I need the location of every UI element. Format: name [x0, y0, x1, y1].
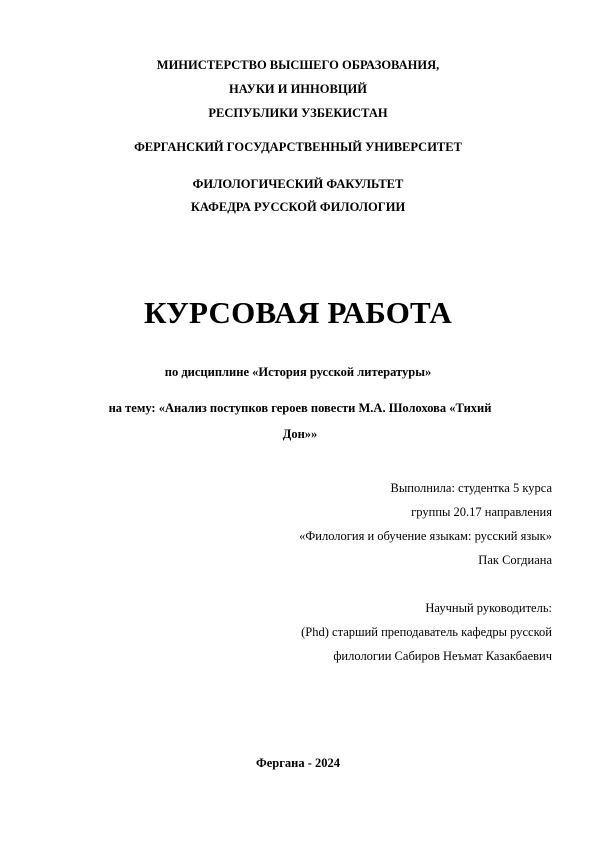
document-title: КУРСОВАЯ РАБОТА	[144, 295, 452, 330]
author-line-1: Выполнила: студентка 5 курса	[390, 481, 552, 495]
university-name: ФЕРГАНСКИЙ ГОСУДАРСТВЕННЫЙ УНИВЕРСИТЕТ	[134, 140, 462, 154]
topic-line-2: Дон»»	[282, 427, 318, 441]
supervisor-line-1: (Phd) старший преподаватель кафедры русской	[301, 625, 552, 639]
supervisor-label: Научный руководитель:	[425, 601, 552, 615]
topic-line-1: на тему: «Анализ поступков героев повести М.А. Шолохова «Тихий	[108, 401, 492, 415]
ministry-line-3: РЕСПУБЛИКИ УЗБЕКИСТАН	[208, 106, 388, 120]
department-name: КАФЕДРА РУССКОЙ ФИЛОЛОГИИ	[190, 200, 406, 214]
ministry-line-1: МИНИСТЕРСТВО ВЫСШЕГО ОБРАЗОВАНИЯ,	[156, 58, 440, 72]
topic-block	[80, 395, 520, 447]
author-line-3: «Филология и обучение языкам: русский язык»	[299, 529, 552, 543]
supervisor-line-2: филологии Сабиров Неъмат Казакбаевич	[333, 649, 552, 663]
ministry-line-2: НАУКИ И ИННОВЦИЙ	[229, 82, 367, 96]
city-year: Фергана - 2024	[255, 756, 341, 770]
discipline-line: по дисциплине «История русской литературы»	[164, 365, 432, 379]
faculty-name: ФИЛОЛОГИЧЕСКИЙ ФАКУЛЬТЕТ	[192, 177, 404, 191]
author-name: Пак Согдиана	[478, 553, 552, 567]
author-line-2: группы 20.17 направления	[411, 505, 552, 519]
